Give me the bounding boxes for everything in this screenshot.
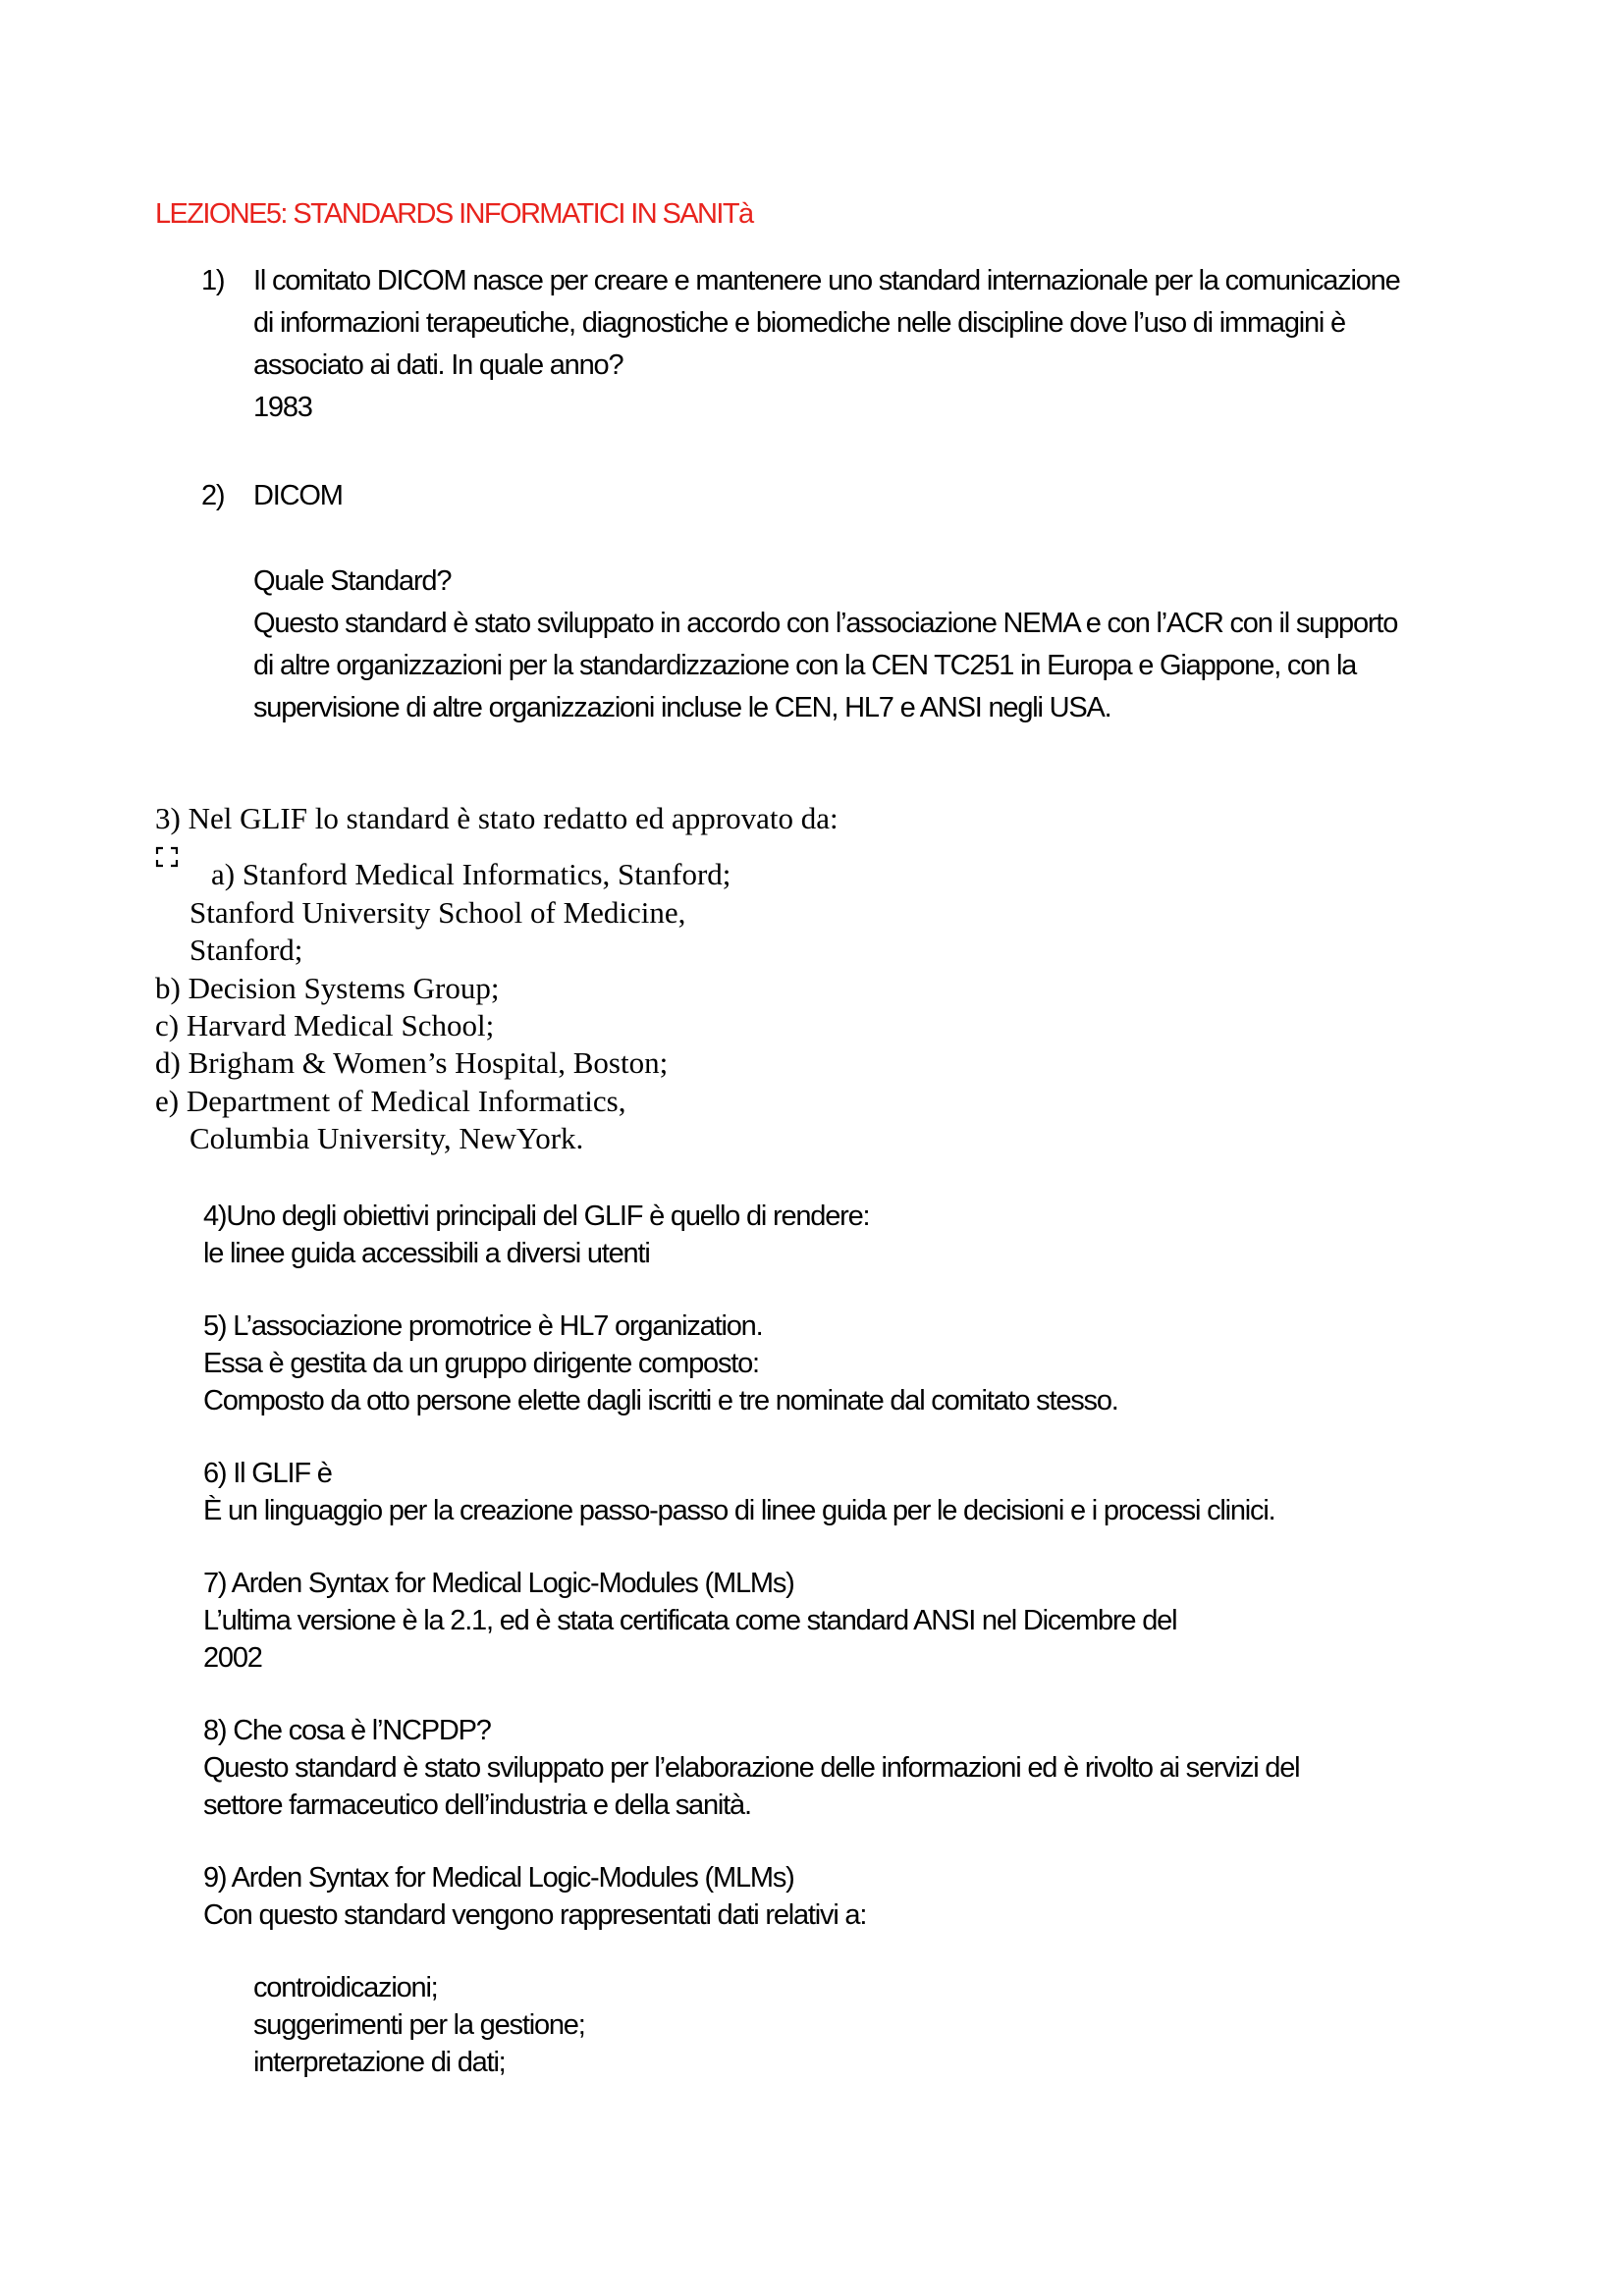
q8-line: settore farmaceutico dell’industria e della sanità. xyxy=(203,1789,751,1821)
q9-line: 9) Arden Syntax for Medical Logic-Modules (MLMs) xyxy=(203,1862,794,1894)
q5-line: 5) L’associazione promotrice è HL7 organization. xyxy=(203,1310,763,1342)
q9-body xyxy=(203,1859,866,1934)
page-title: LEZIONE5: STANDARDS INFORMATICI IN SANITà xyxy=(155,198,753,230)
list-item: suggerimenti per la gestione; xyxy=(253,2009,585,2041)
q8-body xyxy=(203,1712,1299,1824)
list-item: interpretazione di dati; xyxy=(253,2047,506,2078)
q7-line: 7) Arden Syntax for Medical Logic-Modules (MLMs) xyxy=(203,1568,794,1599)
q8-line: Questo standard è stato sviluppato per l’elaborazione delle informazioni ed è rivolto ai servizi del xyxy=(203,1752,1300,1784)
list-item: controidicazioni; xyxy=(253,1972,438,2003)
q1-body xyxy=(253,260,1400,429)
q1-line: di informazioni terapeutiche, diagnostiche e biomediche nelle discipline dove l’uso di immagini è xyxy=(253,307,1345,339)
q5-line: Essa è gestita da un gruppo dirigente composto: xyxy=(203,1348,759,1379)
q3-item-d: d) Brigham & Women’s Hospital, Boston; xyxy=(155,1045,669,1080)
q2-body xyxy=(253,561,1397,729)
q3-line: Stanford; xyxy=(189,933,303,967)
q2-line: Quale Standard? xyxy=(253,565,452,597)
q2-number: 2) xyxy=(201,480,225,511)
q4-line: le linee guida accessibili a diversi utenti xyxy=(203,1238,650,1269)
q2-heading: DICOM xyxy=(253,480,343,511)
q1-line: associato ai dati. In quale anno? xyxy=(253,349,623,381)
q1-number: 1) xyxy=(201,265,225,296)
q3-heading: 3) Nel GLIF lo standard è stato redatto ed approvato da: xyxy=(155,801,839,835)
q4-body xyxy=(203,1198,869,1272)
q5-body xyxy=(203,1308,1118,1419)
q3-item-a: a) Stanford Medical Informatics, Stanford; xyxy=(211,857,731,891)
q7-line: 2002 xyxy=(203,1642,262,1674)
q4-line: 4)Uno degli obiettivi principali del GLIF è quello di rendere: xyxy=(203,1201,870,1232)
q6-line: È un linguaggio per la creazione passo-passo di linee guida per le decisioni e i processi clinici. xyxy=(203,1495,1275,1526)
q5-line: Composto da otto persone elette dagli iscritti e tre nominate dal comitato stesso. xyxy=(203,1385,1118,1416)
q6-body xyxy=(203,1455,1274,1529)
q3-item-e: e) Department of Medical Informatics, xyxy=(155,1084,626,1118)
q7-line: L’ultima versione è la 2.1, ed è stata certificata come standard ANSI nel Dicembre del xyxy=(203,1605,1177,1636)
q3-item-b: b) Decision Systems Group; xyxy=(155,971,500,1005)
q2-line: Questo standard è stato sviluppato in accordo con l’associazione NEMA e con l’ACR con il supporto xyxy=(253,608,1398,639)
q3-line: Stanford University School of Medicine, xyxy=(189,895,686,930)
q3-item-c: c) Harvard Medical School; xyxy=(155,1008,495,1042)
q1-line: Il comitato DICOM nasce per creare e mantenere uno standard internazionale per la comunicazione xyxy=(253,265,1400,296)
q1-answer: 1983 xyxy=(253,392,312,423)
q2-line: di altre organizzazioni per la standardizzazione con la CEN TC251 in Europa e Giappone, con la xyxy=(253,650,1357,681)
q2-line: supervisione di altre organizzazioni incluse le CEN, HL7 e ANSI negli USA. xyxy=(253,692,1111,723)
q8-line: 8) Che cosa è l’NCPDP? xyxy=(203,1715,491,1746)
q9-list xyxy=(253,1969,585,2081)
checkbox-bracket-icon xyxy=(155,846,179,868)
q6-line: 6) Il GLIF è xyxy=(203,1458,332,1489)
q7-body xyxy=(203,1565,1176,1677)
q9-line: Con questo standard vengono rappresentati dati relativi a: xyxy=(203,1899,867,1931)
q3-line: Columbia University, NewYork. xyxy=(189,1121,584,1155)
